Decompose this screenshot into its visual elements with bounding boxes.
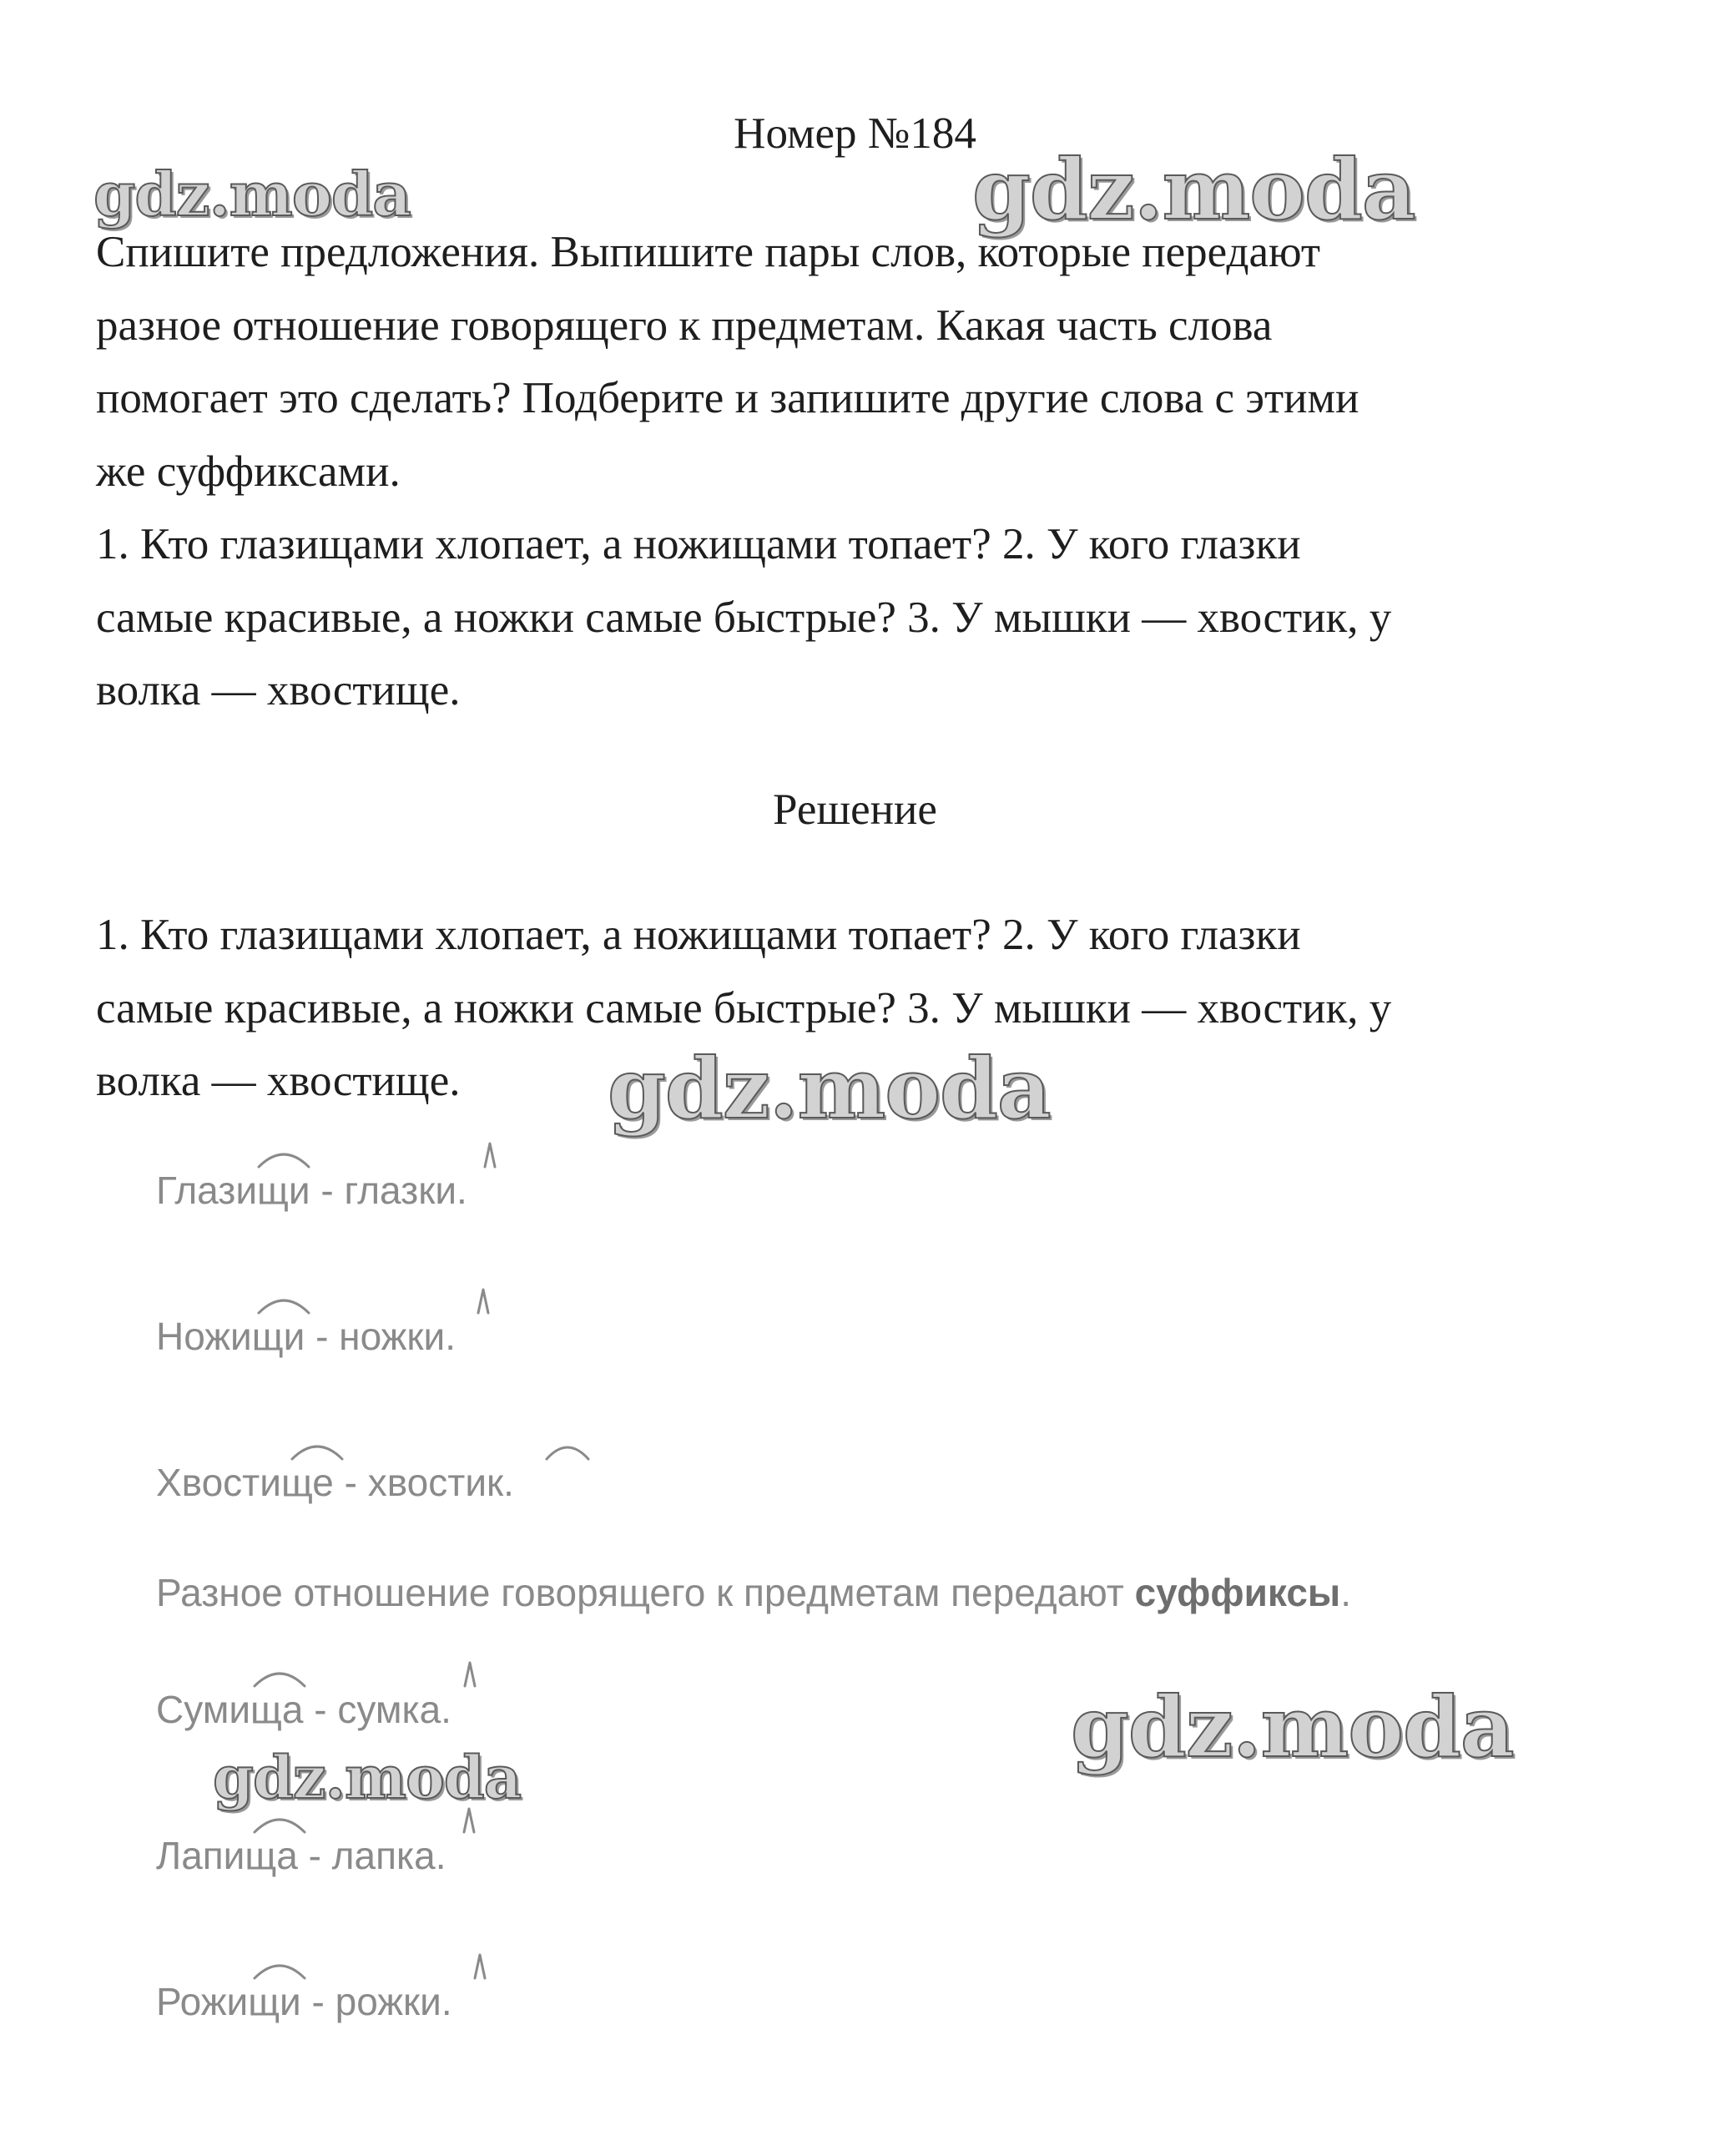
word-pair: Глазищи - глазки. [156, 1169, 467, 1212]
watermark: gdz.moda [972, 140, 1415, 239]
task-line: самые красивые, а ножки самые быстрые? 3. У мышки — хвостик, у [96, 593, 1392, 642]
example-pair: Рожищи - рожки. [156, 1980, 452, 2023]
suffix-arc-mark [547, 1447, 588, 1459]
conclusion-suffix: . [1340, 1571, 1351, 1614]
page-title: Номер №184 [734, 109, 976, 158]
task-line: 1. Кто глазищами хлопает, а ножищами топает? 2. У кого глазки [96, 520, 1301, 568]
suffix-caret-mark [465, 1663, 475, 1686]
suffix-arc-mark [255, 1820, 305, 1832]
conclusion-prefix: Разное отношение говорящего к предметам передают [156, 1571, 1135, 1614]
example-pair: Сумища - сумка. [156, 1688, 451, 1731]
task-line: волка — хвостище. [96, 666, 461, 714]
suffix-arc-mark [292, 1447, 342, 1459]
suffix-arc-mark [259, 1300, 309, 1313]
watermark: gdz.moda [608, 1039, 1051, 1138]
task-line: помогает это сделать? Подберите и запишите другие слова с этими [96, 374, 1359, 422]
suffix-caret-mark [475, 1955, 485, 1978]
task-line: разное отношение говорящего к предметам. Какая часть слова [96, 301, 1273, 350]
task-line: Спишите предложения. Выпишите пары слов, которые передают [96, 228, 1321, 276]
watermark: gdz.moda [93, 159, 411, 230]
solution-heading: Решение [773, 785, 937, 834]
solution-line: волка — хвостище. [96, 1057, 461, 1105]
word-pair: Хвостище - хвостик. [156, 1461, 514, 1504]
conclusion-bold: суффиксы [1134, 1571, 1341, 1614]
solution-line: 1. Кто глазищами хлопает, а ножищами топает? 2. У кого глазки [96, 911, 1301, 959]
suffix-arc-mark [255, 1674, 305, 1686]
conclusion-text [156, 1569, 1351, 1616]
example-pair: Лапища - лапка. [156, 1834, 446, 1877]
suffix-arc-mark [255, 1966, 305, 1978]
suffix-caret-mark [464, 1809, 474, 1832]
suffix-caret-mark [485, 1144, 495, 1167]
solution-line: самые красивые, а ножки самые быстрые? 3. У мышки — хвостик, у [96, 984, 1392, 1033]
word-pair: Ножищи - ножки. [156, 1315, 457, 1358]
watermark: gdz.moda [213, 1743, 522, 1812]
suffix-caret-mark [478, 1290, 488, 1313]
task-line: же суффиксами. [96, 447, 401, 496]
suffix-arc-mark [259, 1154, 309, 1167]
watermark: gdz.moda [1071, 1678, 1514, 1776]
